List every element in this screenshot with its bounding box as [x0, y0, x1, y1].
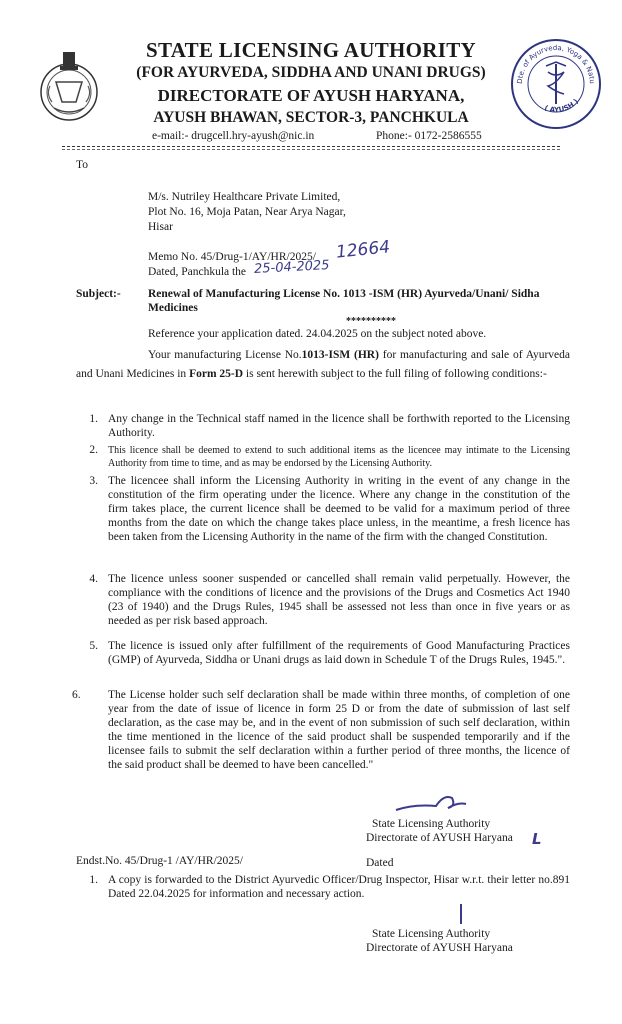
memo-handwritten-date: 25-04-2025 [253, 258, 330, 277]
condition-number: 2. [89, 444, 98, 456]
phone-text: Phone:- 0172-2586555 [376, 130, 482, 142]
license-number: 1013-ISM (HR) [301, 349, 379, 361]
para-start: Your manufacturing License No. [148, 349, 302, 361]
email-text: e-mail:- drugcell.hry-ayush@nic.in [152, 130, 315, 142]
condition-text: This licence shall be deemed to extend to such additional items as the licencee may intimate to the Licensing Authority from time to time, and as may be endorsed by the Licensing Authority. [108, 445, 570, 469]
to-label: To [76, 159, 88, 171]
condition-text: The licence is issued only after fulfillment of the requirements of Good Manufacturing Practices (GMP) of Ayurveda, Siddha or Unani drugs as laid down in Schedule T of the Drugs Rules, 1945.". [108, 640, 570, 666]
sub-authority-heading: (FOR AYURVEDA, SIDDHA AND UNANI DRUGS) [136, 64, 486, 81]
caduceus-icon [546, 62, 566, 104]
memo-number: Memo No. 45/Drug-1/AY/HR/2025/ [148, 251, 316, 263]
endorsement-number: Endst.No. 45/Drug-1 /AY/HR/2025/ [76, 855, 243, 867]
signature-title: State Licensing Authority [372, 818, 491, 830]
condition-text: The License holder such self declaration shall be made within three months, of completion of one year from the date of issue of licence in form 25 D or from the date of submission of last self declaration, as the case may be, and in the event of non submission of such self declaration, within the time mentioned in the licence of the said product shall be suspended temporarily and if the licensee fails to submit the self declaration within a further period of three months, the licence of the said product shall be deemed to have been cancelled." [108, 689, 570, 771]
para-end: is sent herewith subject to the full filing of following conditions:- [245, 367, 547, 380]
signature-org: Directorate of AYUSH Haryana [366, 942, 513, 954]
header-divider-secondary [62, 149, 560, 150]
subject-label: Subject:- [76, 288, 121, 300]
address-heading: AYUSH BHAWAN, SECTOR-3, PANCHKULA [153, 109, 469, 126]
memo-dated-label: Dated, Panchkula the [148, 266, 247, 278]
condition-text: The licencee shall inform the Licensing Authority in writing in the event of any change in the constitution of the firm operating under the licence. Where any change in the constitution of the firm takes place, the current licence shall be deemed to be valid for a maximum period of three months from the date on which the change takes place unless, in the meantime, a fresh licence has been taken from the Licensing Authority in the name of the firm with the changed Constitution. [108, 475, 570, 543]
header-divider [62, 146, 560, 147]
condition-number: 4. [89, 573, 98, 585]
directorate-heading: DIRECTORATE OF AYUSH HARYANA, [157, 86, 465, 105]
condition-text: The licence unless sooner suspended or cancelled shall remain valid perpetually. However, the compliance with the conditions of licence and the provisions of the Drugs and Cosmetics Act 1940 (23 of 1940) and the Drugs Rules, 1945 shall be assessed not less than once in five years or as needed as per risk based approach. [108, 573, 570, 627]
condition-number: 1. [89, 413, 98, 425]
condition-text: Any change in the Technical staff named in the licence shall be forthwith reported to the Licensing Authority. [108, 413, 570, 439]
endorsement-dated: Dated [366, 857, 394, 869]
svg-text:( AYUSH ) [543, 98, 580, 115]
signature-title: State Licensing Authority [372, 928, 491, 940]
subject-stars: ********** [346, 316, 396, 327]
reference-text: Reference your application dated. 24.04.2025 on the subject noted above. [148, 328, 487, 340]
initial-mark: L [532, 830, 542, 848]
condition-number: 6. [72, 689, 81, 701]
seal-text-bottom: ( AYUSH ) [543, 97, 581, 115]
para-mid: for manufacturing and sale of Ayurveda and Unani Medicines in [76, 349, 571, 380]
seal-text-top: Dte. of Ayurveda, Yoga & Natu [515, 43, 597, 85]
condition-number: 5. [89, 640, 98, 652]
endorsement-item-number: 1. [89, 874, 98, 886]
ayush-seal [510, 38, 602, 130]
memo-handwritten-number: 12664 [335, 237, 391, 263]
authority-heading: STATE LICENSING AUTHORITY [146, 38, 476, 62]
recipient-address: Plot No. 16, Moja Patan, Near Arya Nagar, [148, 206, 346, 218]
recipient-city: Hisar [148, 221, 173, 233]
form-name: Form 25-D [189, 367, 244, 380]
condition-number: 3. [89, 475, 98, 487]
signature-org: Directorate of AYUSH Haryana [366, 832, 513, 844]
recipient-name: M/s. Nutriley Healthcare Private Limited, [148, 191, 341, 203]
license-paragraph [76, 346, 570, 383]
subject-text: Renewal of Manufacturing License No. 1013 -ISM (HR) Ayurveda/Unani/ Sidha Medicines [148, 288, 540, 314]
endorsement-item-text: A copy is forwarded to the District Ayurvedic Officer/Drug Inspector, Hisar w.r.t. their letter no.891 Dated 22.04.2025 for information and necessary action. [108, 874, 570, 900]
